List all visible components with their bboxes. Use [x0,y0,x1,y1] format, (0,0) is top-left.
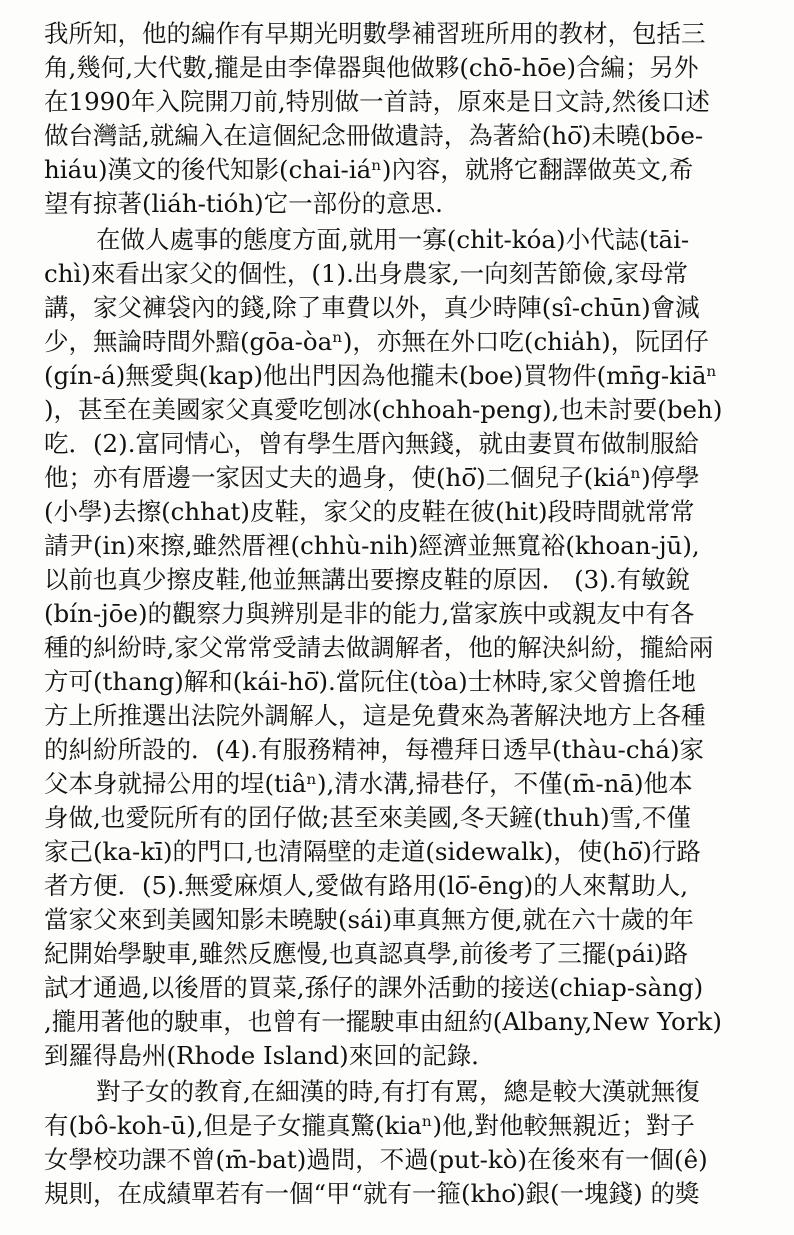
text-line: 當家父來到美國知影未曉駛(sái)車真無方便,就在六十歲的年 [44,905,694,934]
text-line: 者方便．(5).無愛麻煩人,愛做有路用(lō͘-ēng)的人來幫助人, [44,871,689,900]
text-line: (gín-á)無愛與(kap)他出門因為他攏未(boe)買物件(mn̄g-kiāⁿ [44,361,718,390]
paragraph-first-line: 對子女的教育,在細漢的時,有打有罵，總是較大漢就無復 [96,1077,700,1106]
text-line: 試才通過,以後厝的買菜,孫仔的課外活動的接送(chiap-sàng) [44,973,704,1002]
text-line: 家己(ka-kī)的門口,也清隔壁的走道(sidewalk)，使(hō͘)行路 [44,837,701,866]
text-line: 以前也真少擦皮鞋,他並無講出要擦皮鞋的原因． (3).有敏銳 [44,565,691,594]
text-line: ,攏用著他的駛車，也曾有一擺駛車由紐約(Albany,New York) [44,1007,722,1036]
text-line: 種的糾紛時,家父常常受請去做調解者，他的解決糾紛，攏給兩 [44,633,714,662]
text-line: 講，家父褲袋內的錢,除了車費以外，真少時陣(sî-chūn)會減 [44,293,700,322]
text-line: 在1990年入院開刀前,特別做一首詩，原來是日文詩,然後口述 [44,87,710,116]
text-line: 女學校功課不曾(m̄-bat)過問，不過(put-kò)在後來有一個(ê) [44,1145,708,1174]
text-line: 方上所推選出法院外調解人，這是免費來為著解決地方上各種 [44,701,706,730]
text-line: 角,幾何,大代數,攏是由李偉器與他做夥(chō-hōe)合編；另外 [44,53,699,82]
text-line: 做台灣話,就編入在這個紀念冊做遺詩，為著給(hō͘)未曉(bōe- [44,121,704,150]
text-line: (bín-jōe)的觀察力與辨別是非的能力,當家族中或親友中有各 [44,599,695,628]
text-line: (小學)去擦(chhat)皮鞋，家父的皮鞋在彼(hit)段時間就常常 [44,497,695,526]
text-line: 父本身就掃公用的埕(tiâⁿ),清水溝,掃巷仔，不僅(m̄-nā)他本 [44,769,693,798]
text-line: hiáu)漢文的後代知影(chai-iáⁿ)內容，就將它翻譯做英文,希 [44,155,694,184]
text-line: 少，無論時間外黯(gōa-òaⁿ)，亦無在外口吃(chia̍h)，阮囝仔 [44,327,709,356]
text-line: 方可(thang)解和(kái-hō͘).當阮住(tòa)士林時,家父曾擔任地 [44,667,696,696]
text-line: 到羅得島州(Rhode Island)來回的記錄． [44,1041,496,1070]
text-line: 紀開始學駛車,雖然反應慢,也真認真學,前後考了三擺(pái)路 [44,939,689,968]
text-line: chì)來看出家父的個性，(1).出身農家,一向刻苦節儉,家母常 [44,259,688,288]
paragraph-first-line: 在做人處事的態度方面,就用一寡(chi̍t-kóa)小代誌(tāi- [96,225,690,254]
text-line: )，甚至在美國家父真愛吃刨冰(chhoah-peng),也未討要(beh) [44,395,723,424]
text-line: 有(bô-koh-ū),但是子女攏真驚(kiaⁿ)他,對他較無親近；對子 [44,1111,695,1140]
text-line: 的糾紛所設的．(4).有服務精神，每禮拜日透早(thàu-chá)家 [44,735,705,764]
text-line: 吃．(2).富同情心，曾有學生厝內無錢，就由妻買布做制服給 [44,429,699,458]
text-line: 我所知，他的編作有早期光明數學補習班所用的教材，包括三 [44,19,706,48]
text-line: 請尹(in)來擦,雖然厝裡(chhù-ni̍h)經濟並無寬裕(khoan-jū), [44,531,700,560]
text-line: 身做,也愛阮所有的囝仔做;甚至來美國,冬天鏟(thuh)雪,不僅 [44,803,691,832]
text-line: 規則，在成績單若有一個“甲“就有一箍(kho͘)銀(一塊錢) 的獎 [44,1179,700,1208]
text-line: 他；亦有厝邊一家因丈夫的過身，使(hō͘)二個兒子(kiáⁿ)停學 [44,463,700,492]
text-line: 望有掠著(liáh-tióh)它一部份的意思. [44,189,443,218]
